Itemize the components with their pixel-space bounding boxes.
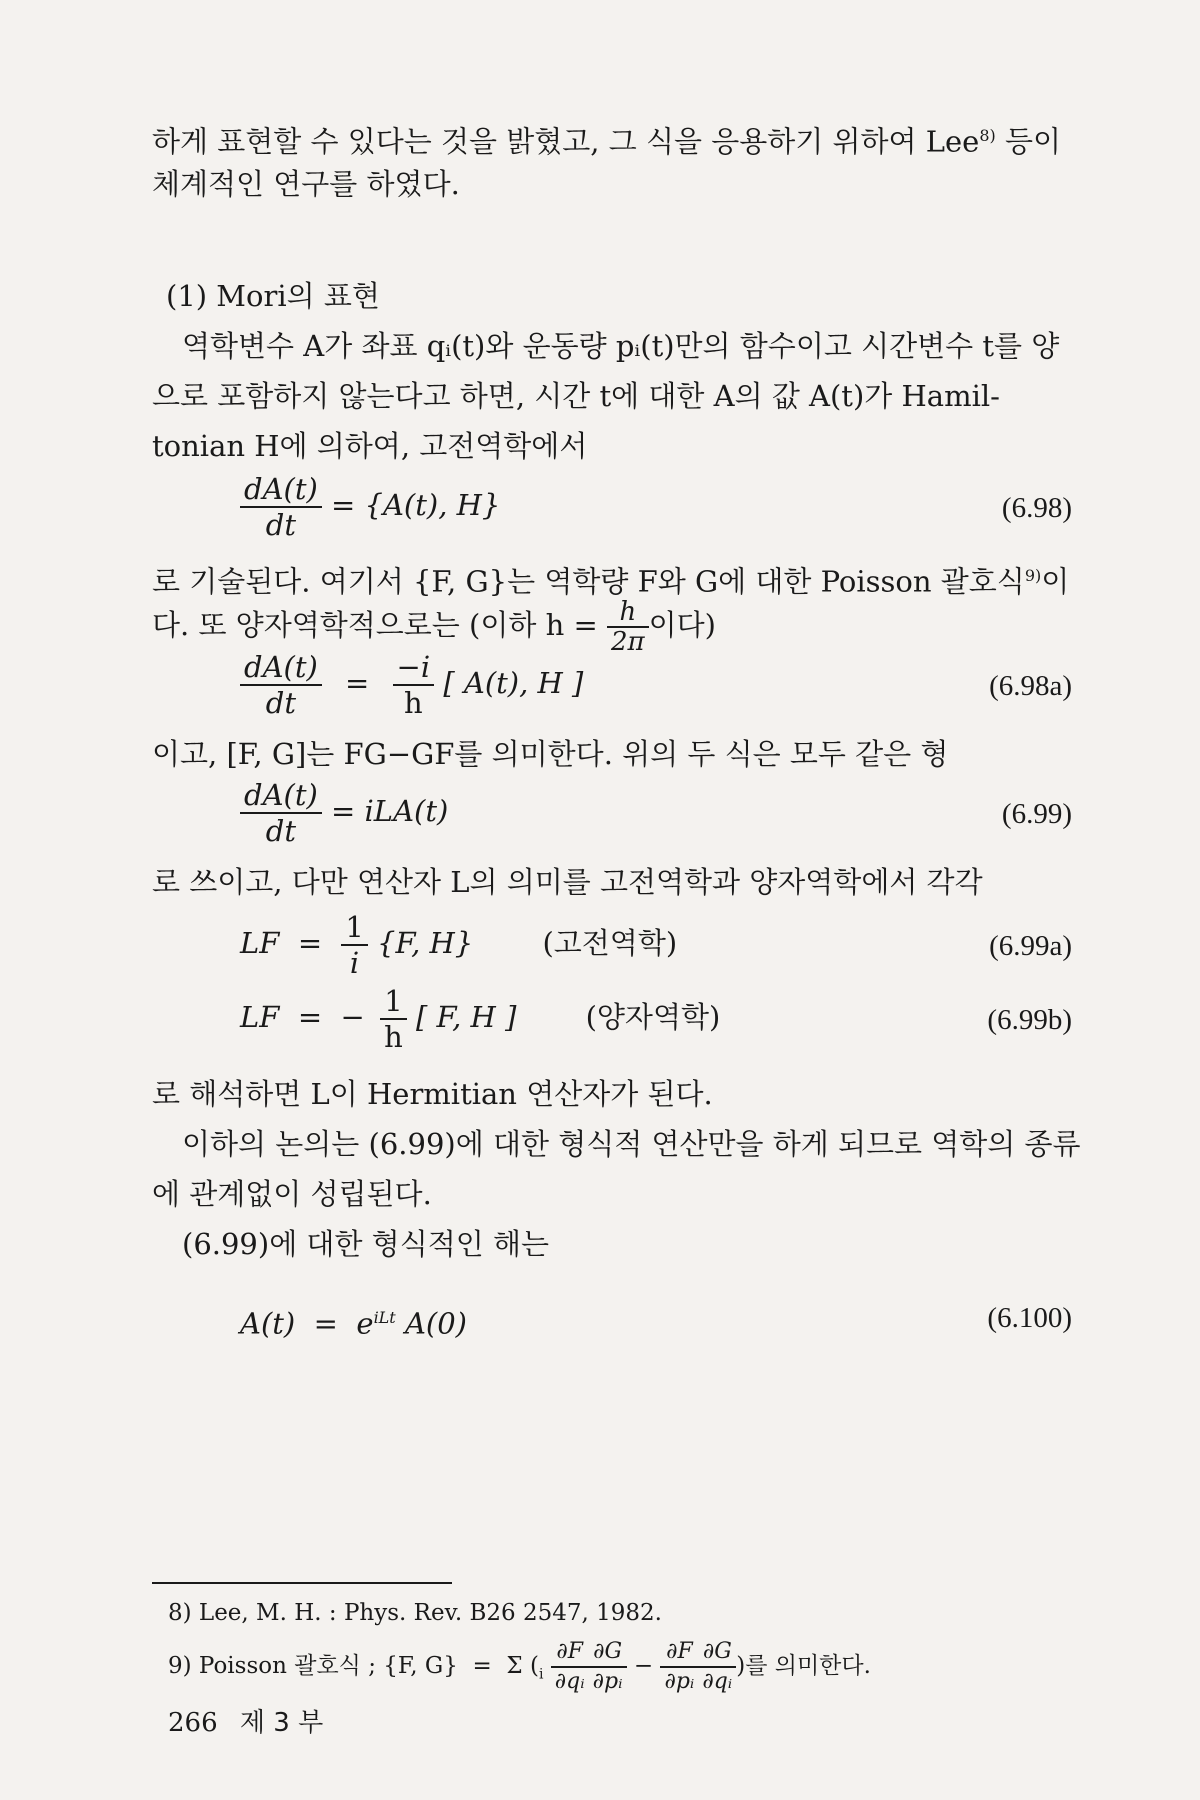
text: )를 의미한다. [736,1653,871,1679]
numerator: dA(t) [240,780,322,814]
equation-rhs: [ A(t), H ] [443,666,584,700]
equation-6-98a [240,652,1072,718]
denominator: i [349,946,360,980]
denominator: ∂qᵢ [702,1669,733,1694]
paragraph-3-line-1 [152,552,1072,606]
denominator: ∂qᵢ [554,1669,585,1694]
footnote-8: 8) Lee, M. H. : Phys. Rev. B26 2547, 1982. [168,1600,662,1626]
partial-g-pi [589,1640,627,1694]
page-number: 266 [168,1708,218,1738]
denominator: dt [265,508,296,542]
footnote-9 [168,1640,871,1694]
denominator: 2π [611,627,645,657]
equation-6-99a [240,912,1072,978]
numerator: 1 [380,986,407,1020]
denominator: dt [265,814,296,848]
equation-label: (6.100) [987,1302,1072,1334]
numerator: dA(t) [240,652,322,686]
numerator: ∂G [698,1640,736,1668]
text: 이다) [648,608,716,642]
sum-index: i [538,1666,544,1683]
partial-f-pi [660,1640,698,1694]
hbar-fraction [607,597,649,657]
equation-rhs: = iLA(t) [331,794,449,828]
fraction [240,652,322,718]
equation-rest: A(0) [395,1306,467,1341]
footnote-ref-9: 9) [1024,566,1042,585]
numerator: dA(t) [240,474,322,508]
text: 9) Poisson 괄호식 ; {F, G} = Σ ( [168,1653,539,1679]
equation-lhs: A(t) = e [240,1306,374,1341]
numerator: h [607,600,649,628]
equation-note: (고전역학) [542,926,678,960]
paragraph-3-line-2 [152,597,1072,657]
denominator: ∂pᵢ [664,1669,695,1694]
text: 다. 또 양자역학적으로는 (이하 h = [152,608,607,642]
paragraph-2-line-2: 으로 포함하지 않는다고 하면, 시간 t에 대한 A의 값 A(t)가 Hamil- [152,379,1000,413]
numerator: ∂F [551,1640,589,1668]
denominator: ∂pᵢ [592,1669,623,1694]
footnote-divider [152,1582,452,1584]
numerator: ∂G [589,1640,627,1668]
footnote-ref-8: 8) [979,126,996,145]
equation-6-100 [240,1294,1072,1342]
paragraph-4-line-1: 이고, [F, G]는 FG−GF를 의미한다. 위의 두 식은 모두 같은 형 [152,737,949,771]
fraction [240,474,322,540]
exponent: iLt [373,1308,396,1327]
numerator: ∂F [660,1640,698,1668]
equation-lhs: LF = − [240,1000,365,1034]
paragraph-5-line-1: 로 쓰이고, 다만 연산자 L의 의미를 고전역학과 양자역학에서 각각 [152,865,983,899]
numerator: 1 [341,912,367,946]
paragraph-2-line-1: 역학변수 A가 좌표 qᵢ(t)와 운동량 pᵢ(t)만의 함수이고 시간변수 t를 양 [182,329,1060,363]
equation-label: (6.99a) [989,930,1072,962]
equation-6-99 [240,780,1072,846]
partial-g-qi [698,1640,736,1694]
numerator: −i [393,652,435,686]
equation-rhs: [ F, H ] [415,1000,517,1034]
paragraph-2-line-3: tonian H에 의하여, 고전역학에서 [152,429,588,463]
part-label: 제 3 부 [239,1708,324,1738]
equation-rhs: {F, H} [377,926,474,960]
equation-label: (6.98) [1001,492,1072,524]
partial-f-qi [551,1640,589,1694]
text: 등이 [995,124,1061,159]
text: 이 [1041,564,1070,599]
equation-6-99b [240,986,1072,1052]
paragraph-7-line-2: 에 관계없이 성립된다. [152,1177,432,1211]
minus: − [626,1653,661,1679]
paragraph-8-line-1: (6.99)에 대한 형식적인 해는 [182,1227,549,1261]
equation-label: (6.98a) [989,670,1072,702]
page-footer [168,1702,323,1739]
equation-label: (6.99) [1001,798,1072,830]
paragraph-1-line-1 [152,112,1072,166]
fraction-coef [380,986,407,1052]
paragraph-6-line-1: 로 해석하면 L이 Hermitian 연산자가 된다. [152,1077,713,1111]
equation-6-98 [240,474,1072,540]
text: 로 기술된다. 여기서 {F, G}는 역학량 F와 G에 대한 Poisson 괄호식 [152,564,1025,599]
denominator: h [403,686,423,720]
equation-label: (6.99b) [987,1004,1072,1036]
section-title: (1) Mori의 표현 [166,279,380,313]
fraction-coef [341,912,367,978]
equation-note: (양자역학) [585,1000,721,1034]
equation-rhs: = {A(t), H} [331,488,501,522]
text: 하게 표현할 수 있다는 것을 밝혔고, 그 식을 응용하기 위하여 Lee [152,124,980,159]
denominator: dt [265,686,296,720]
paragraph-7-line-1: 이하의 논의는 (6.99)에 대한 형식적 연산만을 하게 되므로 역학의 종류 [182,1127,1081,1161]
fraction [240,780,322,846]
denominator: h [384,1020,403,1054]
paragraph-1-line-2: 체계적인 연구를 하였다. [152,167,460,201]
equation-lhs: LF = [240,926,323,960]
equals: = [345,666,370,700]
fraction-coef [393,652,435,718]
